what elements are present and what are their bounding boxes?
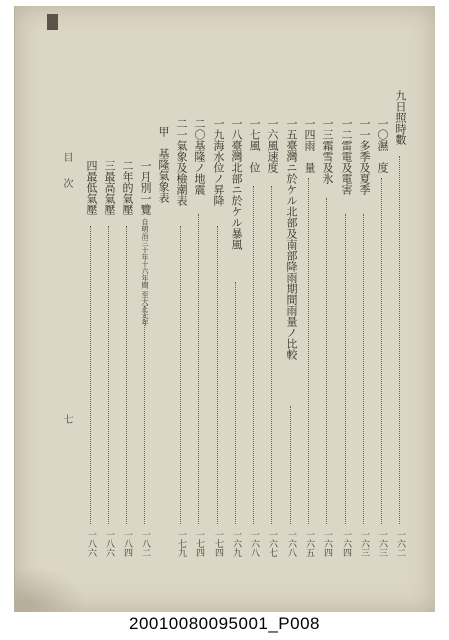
page-corner-mark [47, 14, 58, 30]
toc-page-number: 一八六 [86, 530, 96, 557]
toc-entry-title: 一九海水位ノ昇降 [212, 118, 225, 206]
toc-entry-title: 一七風 位 [248, 118, 261, 173]
toc-page-number: 一六九 [231, 530, 241, 557]
toc-entry-title: 一月別一覽 [139, 160, 152, 215]
toc-entry-10 [230, 118, 242, 250]
toc-entry-13 [175, 118, 187, 206]
toc-entry-title: 一五臺灣ニ於ケル北部及南部降雨期間雨量ノ比較 [285, 118, 298, 360]
toc-page-number: 一六四 [341, 530, 351, 557]
toc-entry-5 [321, 118, 333, 184]
toc-entry-title: 一三霜雪及氷 [321, 118, 334, 184]
toc-section-title: 甲 基隆氣象表 [157, 126, 170, 203]
image-caption: 20010080095001_P008 [128, 614, 321, 633]
toc-page-number: 一八四 [122, 530, 132, 557]
toc-page-number: 一六八 [286, 530, 296, 557]
toc-page-number: 一七四 [213, 530, 223, 557]
toc-entry-1 [394, 90, 406, 145]
toc-entry-title: 三最高氣壓 [103, 160, 116, 215]
toc-entry-18 [85, 160, 97, 215]
margin-label-mokuji-top: 目 [61, 152, 72, 162]
folio-page-number: 七 [61, 414, 72, 424]
toc-entry-title: 一二雷電及電害 [340, 118, 353, 195]
toc-entry-7 [285, 118, 297, 360]
toc-page-number: 一六三 [377, 530, 387, 557]
toc-entry-title: 一六風速度 [266, 118, 279, 173]
toc-entry-title: 二〇基隆ノ地震 [193, 118, 206, 195]
toc-page-number: 一六五 [304, 530, 314, 557]
toc-entry-16 [121, 160, 133, 215]
toc-entry-17 [103, 160, 115, 215]
toc-entry-title: 四最低氣壓 [85, 160, 98, 215]
toc-page-number: 一七九 [176, 530, 186, 557]
toc-entry-12 [193, 118, 205, 195]
toc-page-number: 一七四 [194, 530, 204, 557]
toc-entry-title: 二一氣象及檢潮表 [175, 118, 188, 206]
toc-entry-6 [303, 118, 315, 173]
toc-page-number: 一六八 [249, 530, 259, 557]
toc-entry-title: 二年的氣壓 [121, 160, 134, 215]
toc-page-number: 一八六 [104, 530, 114, 557]
toc-entry-subnote: 自明治三十年十六年間 至大正元年 [141, 218, 149, 326]
page-stain [15, 566, 85, 612]
document-page [14, 6, 435, 612]
toc-entry-2 [376, 118, 388, 173]
toc-entry-3 [358, 118, 370, 195]
toc-entry-title: 一一多季及夏季 [358, 118, 371, 195]
margin-label-mokuji-bottom: 次 [61, 178, 72, 188]
toc-entry-9 [248, 118, 260, 173]
toc-entry-title: 一〇濕 度 [376, 118, 389, 173]
toc-page-number: 一六三 [359, 530, 369, 557]
toc-page-number: 一六二 [395, 530, 405, 557]
toc-entry-8 [266, 118, 278, 173]
toc-entry-title: 一八臺灣北部ニ於ケル暴風 [230, 118, 243, 250]
toc-page-number: 一六七 [267, 530, 277, 557]
toc-entry-4 [340, 118, 352, 195]
toc-entry-15 [139, 160, 151, 326]
toc-page-number: 一六四 [322, 530, 332, 557]
toc-entry-title: 一四雨 量 [303, 118, 316, 173]
toc-entry-11 [212, 118, 224, 206]
toc-page-number: 一八二 [140, 530, 150, 557]
toc-section-heading [157, 126, 169, 203]
toc-entry-title: 九日照時數 [394, 90, 407, 145]
